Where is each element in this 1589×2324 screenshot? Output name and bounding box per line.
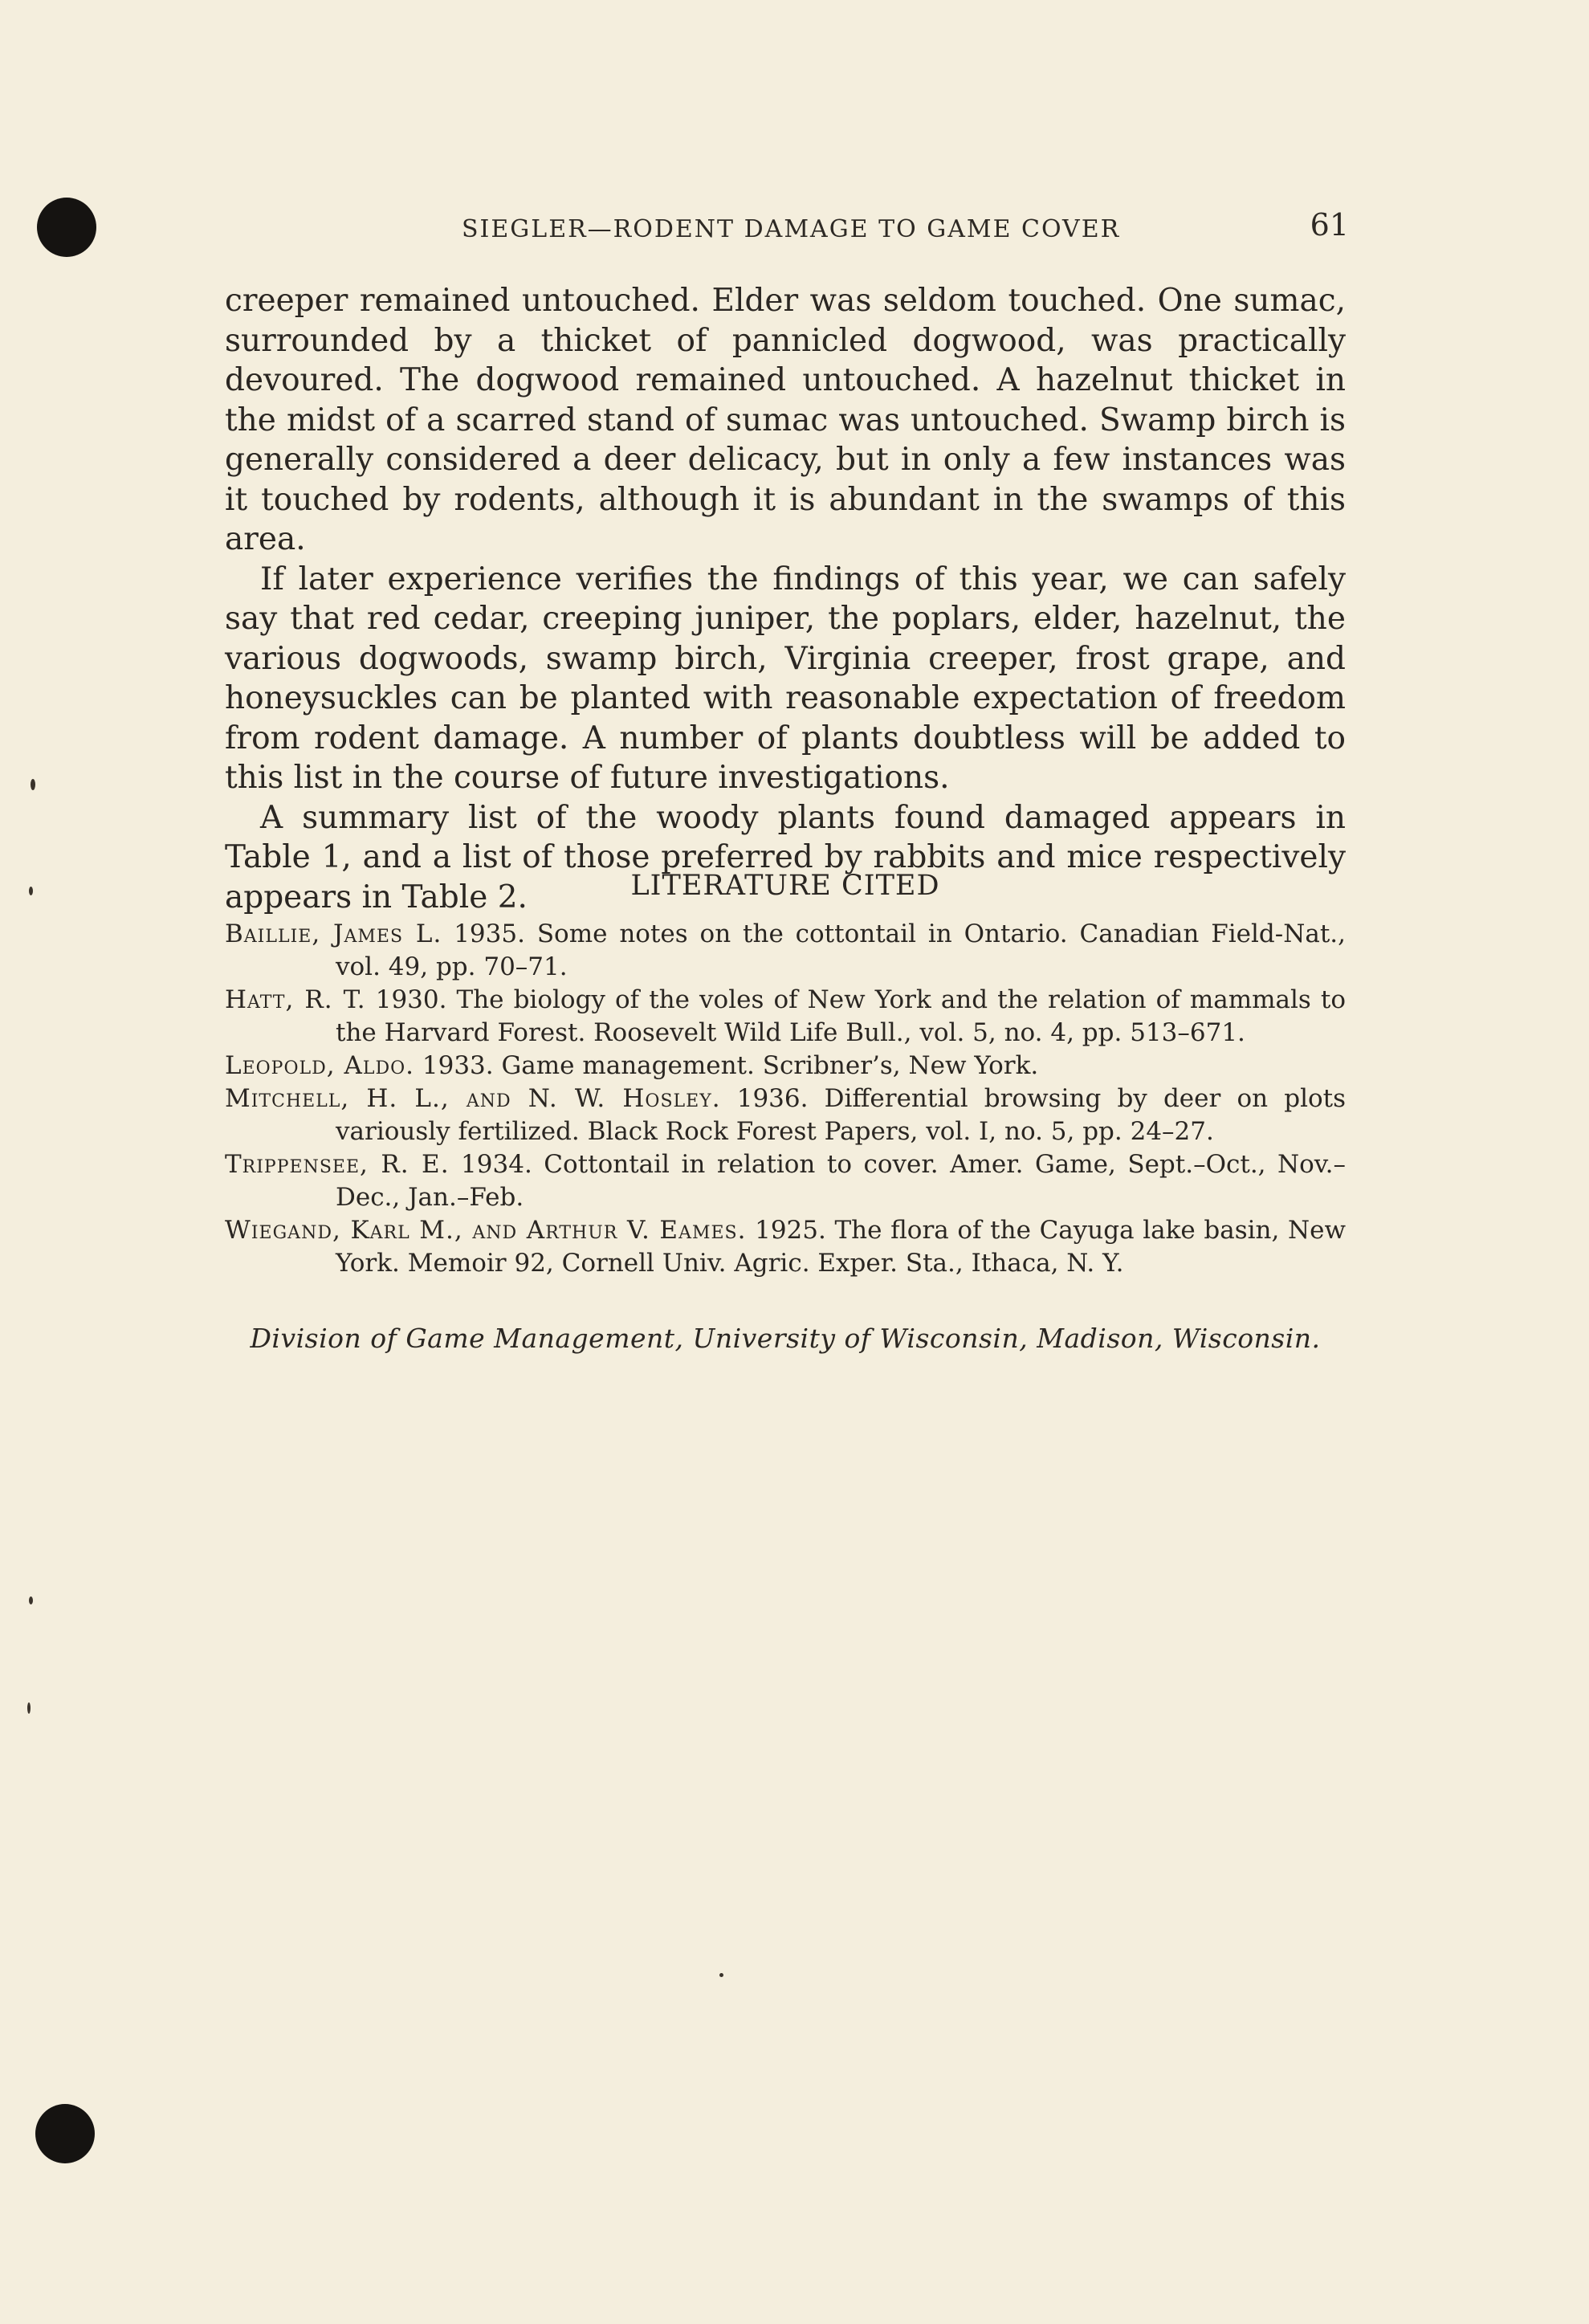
reference-list — [225, 918, 1346, 1280]
reference-item — [225, 984, 1346, 1050]
margin-speck — [719, 1973, 723, 1977]
reference-text: 1925. The flora of the Cayuga lake basin, New York. Memoir 92, Cornell Univ. Agric. Exper. Sta., Ithaca, N. Y. — [336, 1216, 1346, 1278]
reference-item — [225, 918, 1346, 984]
reference-text: 1935. Some notes on the cottontail in Ontario. Canadian Field-Nat., vol. 49, pp. 70–71. — [336, 919, 1346, 981]
body-text — [225, 281, 1346, 917]
reference-item — [225, 1050, 1346, 1082]
reference-author: Trippensee, R. E. — [225, 1150, 450, 1179]
reference-text: 1934. Cottontail in relation to cover. Amer. Game, Sept.–Oct., Nov.–Dec., Jan.–Feb. — [336, 1150, 1346, 1212]
reference-author: Hatt, R. T. — [225, 985, 366, 1014]
reference-text: 1930. The biology of the voles of New York and the relation of mammals to the Harvard Forest. Roosevelt Wild Life Bull., vol. 5, no. 4, pp. 513–671. — [336, 985, 1346, 1047]
paragraph: A summary list of the woody plants found damaged appears in Table 1, and a list of those preferred by rabbits and mice respectively appears in Table 2. — [225, 799, 1346, 915]
punch-hole-top — [37, 198, 96, 257]
reference-author: Wiegand, Karl M., and Arthur V. Eames. — [225, 1216, 747, 1245]
margin-speck — [29, 1596, 33, 1604]
paragraph: creeper remained untouched. Elder was seldom touched. One sumac, surrounded by a thicket of pannicled dogwood, was practically devoured. The dogwood remained untouched. A hazelnut thicket in the midst of a scarred stand of sumac was untouched. Swamp birch is generally considered a deer delicacy, but in only a few instances was it touched by rodents, although it is abundant in the swamps of this area. — [225, 283, 1346, 557]
margin-speck — [27, 1702, 31, 1714]
reference-text: 1936. Differential browsing by deer on plots variously fertilized. Black Rock Forest Papers, vol. I, no. 5, pp. 24–27. — [336, 1084, 1347, 1146]
reference-item — [225, 1148, 1346, 1214]
literature-cited-heading: LITERATURE CITED — [630, 870, 940, 902]
reference-item — [225, 1082, 1346, 1148]
paragraph: If later experience verifies the findings of this year, we can safely say that red cedar, creeping juniper, the poplars, elder, hazelnut, the various dogwoods, swamp birch, Virginia creeper, frost grape, and honeysuckles can be planted with reasonable expectation of freedom from rodent damage. A number of plants doubtless will be added to this list in the course of future investigations. — [225, 561, 1346, 796]
page-number: 61 — [1310, 207, 1349, 243]
margin-speck — [29, 887, 33, 895]
reference-author: Leopold, Aldo. — [225, 1051, 415, 1080]
reference-author: Baillie, James L. — [225, 919, 442, 948]
running-head — [225, 207, 1349, 247]
margin-speck — [31, 779, 35, 790]
reference-author: Mitchell, H. L., and N. W. Hosley. — [225, 1084, 721, 1113]
author-affiliation: Division of Game Management, University of Wisconsin, Madison, Wisconsin. — [250, 1323, 1321, 1354]
reference-item — [225, 1214, 1346, 1280]
punch-hole-bottom — [35, 2104, 95, 2163]
reference-text: 1933. Game management. Scribner’s, New York. — [422, 1051, 1039, 1080]
running-title: SIEGLER—RODENT DAMAGE TO GAME COVER — [462, 215, 1121, 243]
